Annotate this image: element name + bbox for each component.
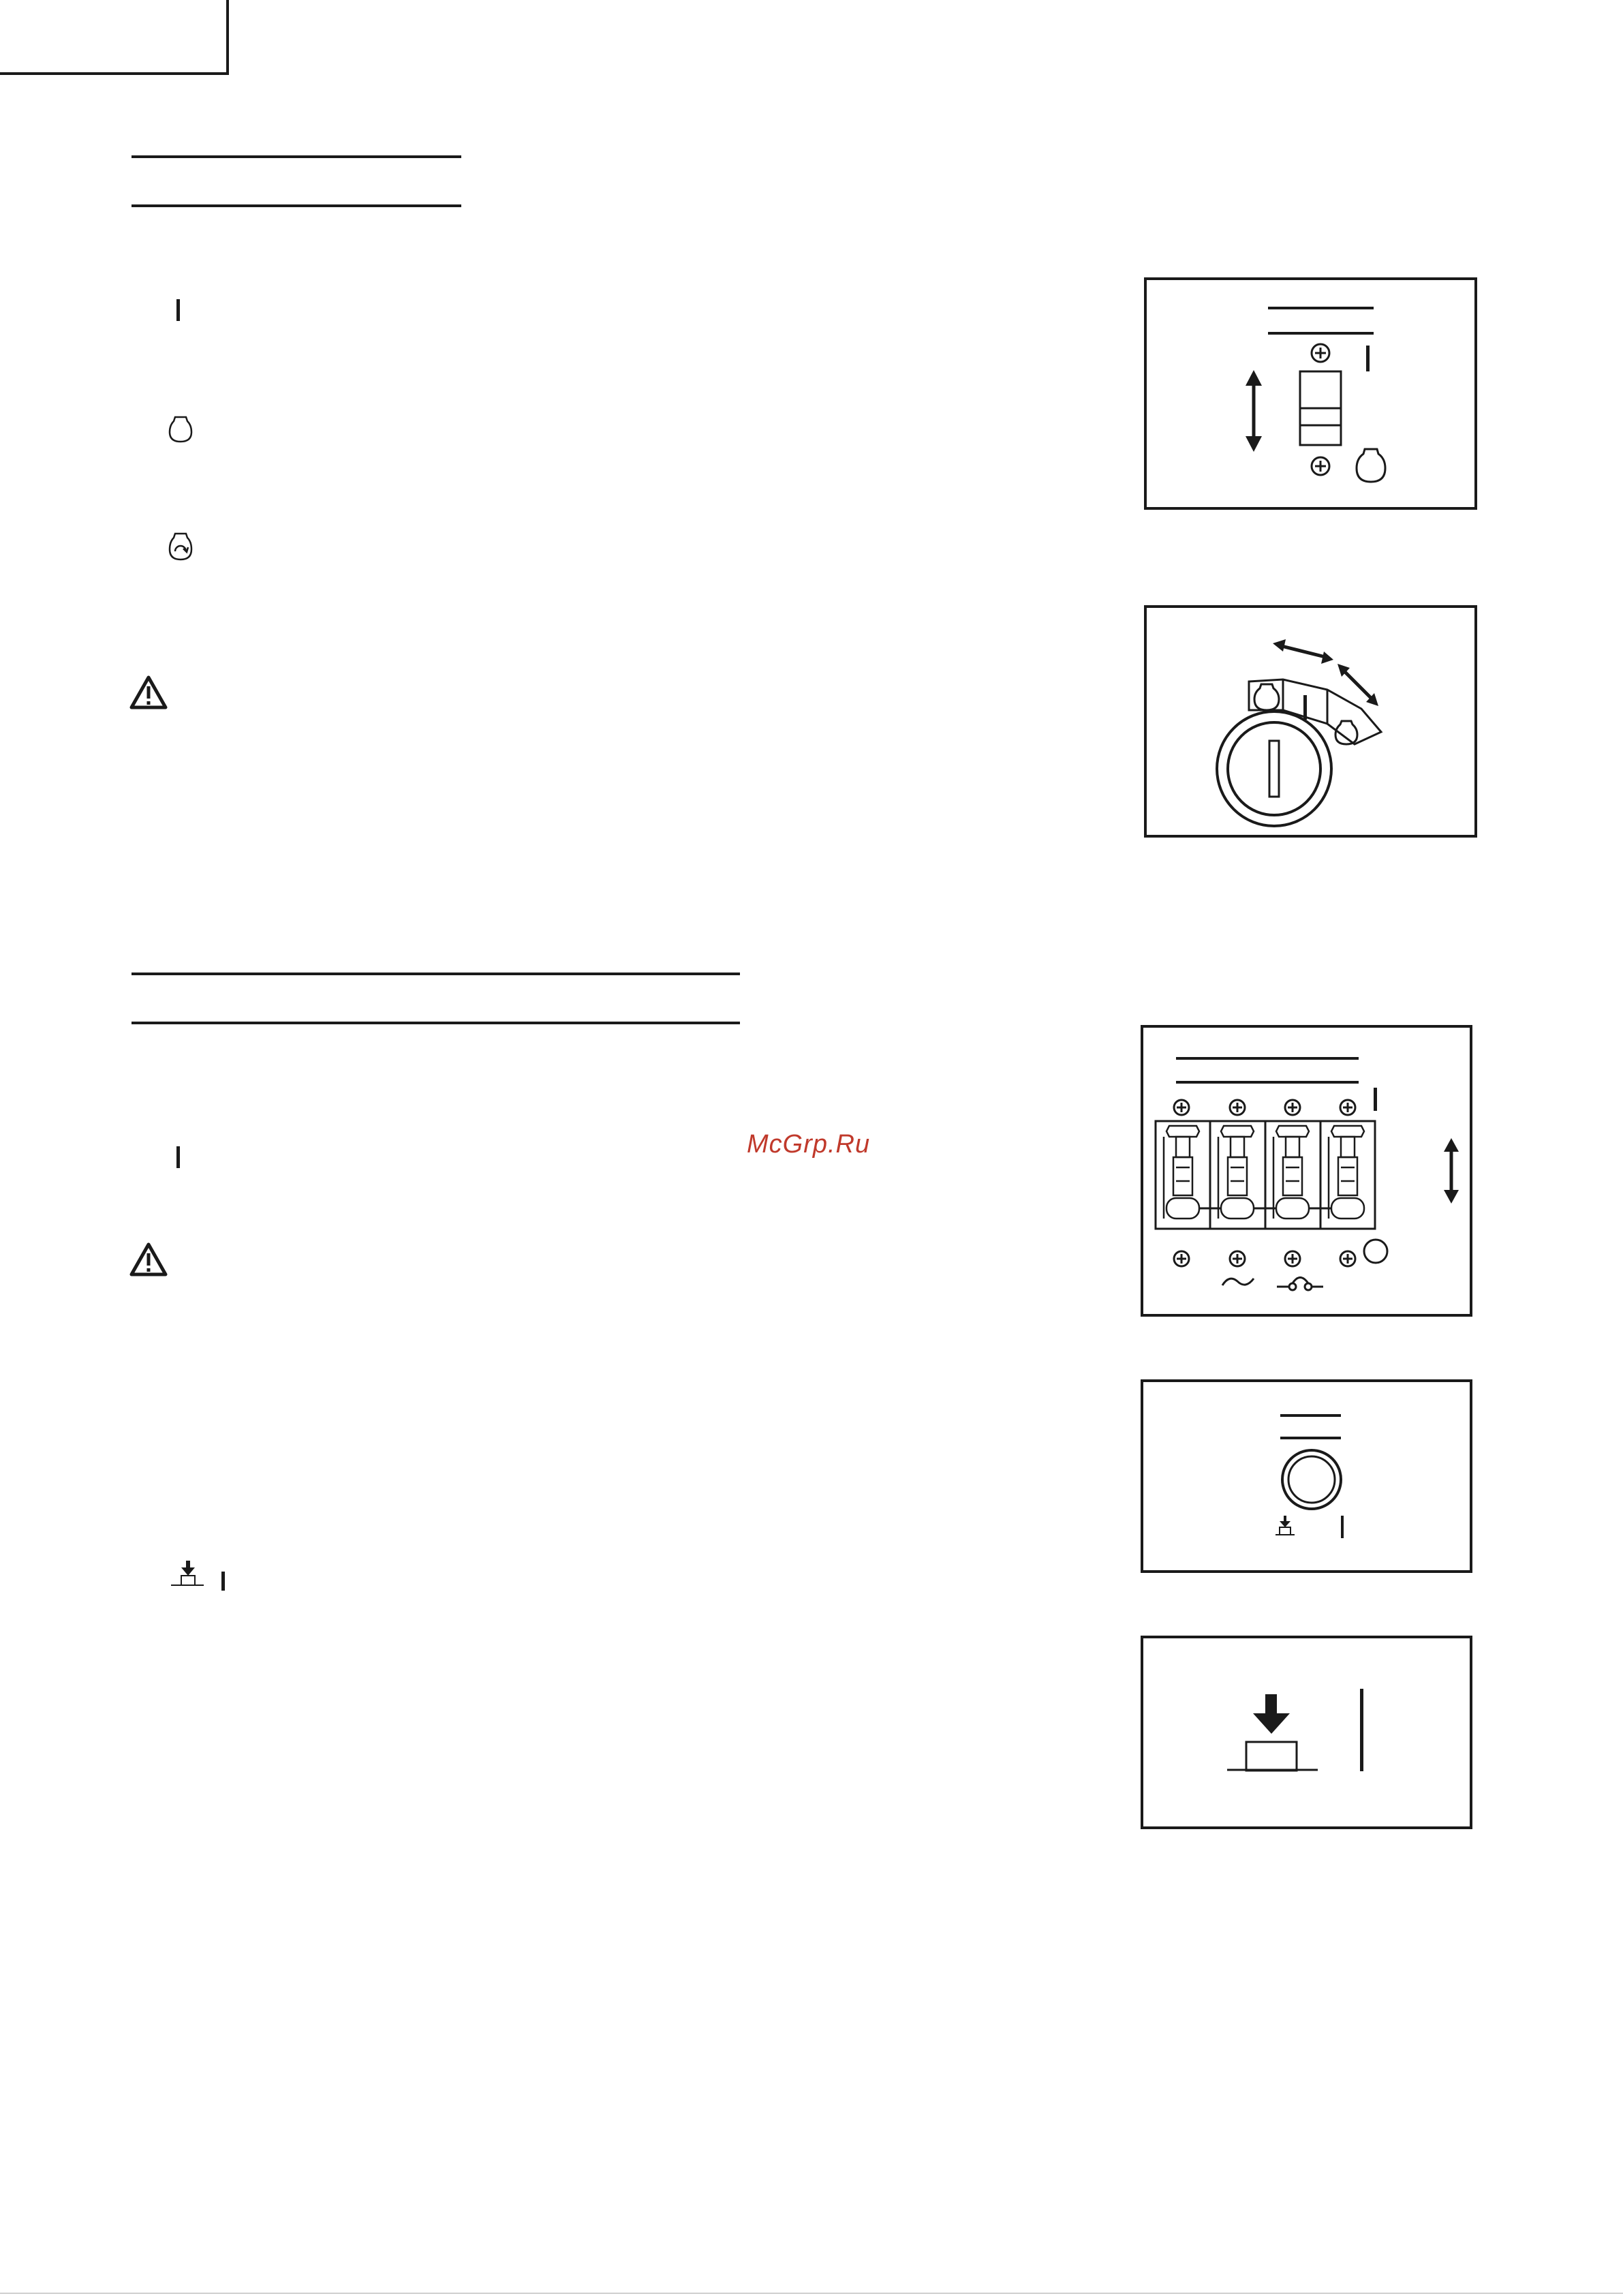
screw-head-icon xyxy=(1230,1251,1245,1266)
standby-lamp-icon xyxy=(167,531,194,562)
screw-head-icon xyxy=(1230,1100,1245,1115)
section2-heading-rule-bottom xyxy=(132,1022,740,1024)
push-reset-icon xyxy=(170,1559,228,1592)
ac-wave-icon xyxy=(1222,1279,1254,1285)
push-reset-icon xyxy=(1227,1694,1318,1771)
screw-head-icon xyxy=(1312,344,1329,362)
breaker-symbol-icon xyxy=(1164,1126,1199,1219)
figure-reset-push-button xyxy=(1141,1379,1472,1573)
screw-head-icon xyxy=(1285,1100,1300,1115)
watermark-text: McGrp.Ru xyxy=(747,1130,871,1159)
figure-circuit-breaker-bank xyxy=(1141,1025,1472,1317)
screw-head-icon xyxy=(1174,1251,1189,1266)
double-arrow-icon xyxy=(1273,639,1333,664)
figure-rocker-switch-panel xyxy=(1144,277,1477,510)
warning-triangle-icon xyxy=(129,1242,168,1277)
off-position-lamp-icon xyxy=(167,414,194,444)
page-number-tab xyxy=(0,0,229,75)
section1-heading-rule-top xyxy=(132,155,461,158)
figure-reset-symbol-enlarged xyxy=(1141,1636,1472,1829)
section1-heading-rule-bottom xyxy=(132,204,461,207)
screw-head-icon xyxy=(1285,1251,1300,1266)
figure-rotary-selector xyxy=(1144,605,1477,838)
section2-heading-rule-top xyxy=(132,973,740,975)
on-position-bar-icon xyxy=(174,1145,183,1169)
screw-head-icon xyxy=(1174,1100,1189,1115)
screw-head-icon xyxy=(1340,1100,1355,1115)
breaker-symbol-icon xyxy=(1277,1278,1323,1291)
double-arrow-icon xyxy=(1444,1138,1459,1204)
page-footer-rule xyxy=(0,2293,1623,2294)
warning-triangle-icon xyxy=(129,675,168,710)
on-position-bar-icon xyxy=(174,298,183,322)
screw-head-icon xyxy=(1312,457,1329,475)
push-reset-icon xyxy=(1276,1516,1295,1535)
screw-head-icon xyxy=(1340,1251,1355,1266)
double-arrow-icon xyxy=(1246,370,1262,452)
